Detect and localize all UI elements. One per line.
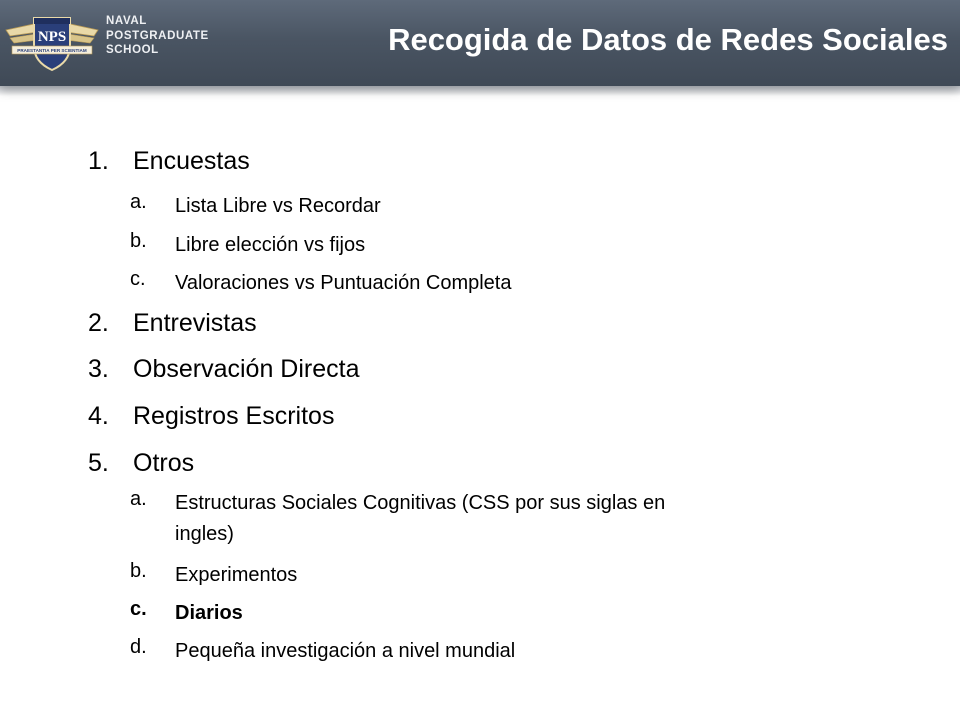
outline-subtext: Diarios [175, 602, 243, 624]
logo-motto: PRAESTANTIA PER SCIENTIAM [17, 48, 87, 53]
outline-subnumber: d. [130, 636, 147, 658]
school-name-line-2: POSTGRADUATE [106, 29, 209, 42]
outline-subnumber: b. [130, 230, 147, 252]
nps-logo [4, 10, 100, 74]
outline-subtext: Libre elección vs fijos [175, 234, 366, 256]
school-name-line-3: SCHOOL [106, 44, 159, 56]
outline-number: 3. [88, 355, 109, 383]
outline-number: 1. [88, 147, 109, 175]
outline-subnumber: c. [130, 268, 146, 290]
outline-subnumber: a. [130, 191, 147, 213]
header-bar [0, 0, 960, 86]
outline-subtext-line-1: Estructuras Sociales Cognitivas (CSS por sus siglas en [175, 492, 666, 514]
outline-number: 4. [88, 402, 109, 430]
outline-text: Encuestas [133, 147, 250, 175]
outline-subtext-line-2: ingles) [175, 523, 234, 545]
outline-text: Observación Directa [133, 355, 360, 383]
outline-subnumber: b. [130, 560, 147, 582]
outline-text: Entrevistas [133, 309, 257, 337]
outline-subtext: Valoraciones vs Puntuación Completa [175, 272, 512, 294]
outline-text: Otros [133, 449, 195, 477]
outline-text: Registros Escritos [133, 402, 335, 430]
school-name [106, 14, 216, 58]
header-shadow [0, 86, 960, 96]
logo-badge-text: NPS [37, 29, 67, 45]
outline-subnumber: a. [130, 488, 147, 510]
outline-number: 5. [88, 449, 109, 477]
slide-title: Recogida de Datos de Redes Sociales [388, 22, 948, 57]
outline-subtext: Pequeña investigación a nivel mundial [175, 640, 516, 662]
school-name-line-1: NAVAL [106, 15, 147, 27]
outline-number: 2. [88, 309, 109, 337]
outline-subtext: Lista Libre vs Recordar [175, 195, 381, 217]
outline-subtext: Experimentos [175, 564, 298, 586]
outline-subnumber: c. [130, 598, 147, 620]
